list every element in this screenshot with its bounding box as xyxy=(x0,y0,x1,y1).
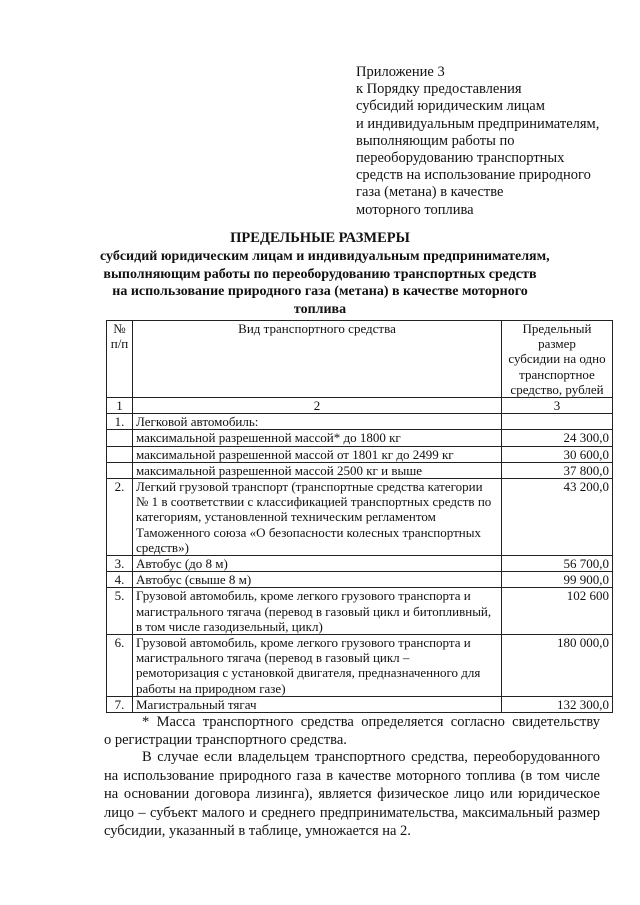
vehicle-type-line: Легковой автомобиль: xyxy=(136,414,259,430)
vehicle-type xyxy=(133,696,502,712)
subsidy-value: 132 300,0 xyxy=(502,696,613,712)
table-row xyxy=(107,479,613,556)
table-row xyxy=(107,572,613,588)
row-number: 4. xyxy=(107,572,133,588)
subsidy-value xyxy=(502,414,613,430)
table-row xyxy=(107,635,613,697)
vehicle-type xyxy=(133,572,502,588)
row-number: 5. xyxy=(107,588,133,635)
vehicle-type-line: в том числе газодизельный, цикл) xyxy=(136,618,323,634)
table-row xyxy=(107,462,613,478)
vehicle-type-line: Легкий грузовой транспорт (транспортные средства категории xyxy=(136,479,483,495)
row-number xyxy=(107,462,133,478)
row-number xyxy=(107,430,133,446)
row-number xyxy=(107,446,133,462)
subsidy-value: 99 900,0 xyxy=(502,572,613,588)
header-limit xyxy=(502,321,613,398)
vehicle-type-line: Таможенного союза «О безопасности колесных транспортных xyxy=(136,524,481,540)
vehicle-type-line: магистрального тягача (перевод в газовый цикл и битопливный, xyxy=(136,603,492,619)
header-limit-line: Предельный размер xyxy=(522,321,592,352)
header-num-line: п/п xyxy=(110,336,129,352)
appendix-line: Приложение 3 xyxy=(356,64,445,80)
header-type: Вид транспортного средства xyxy=(133,321,502,398)
header-limit-line: средство, рублей xyxy=(510,381,604,397)
vehicle-type-line: категориям, установленной техническим регламентом xyxy=(136,509,436,525)
appendix-line: переоборудованию транспортных xyxy=(356,150,565,167)
vehicle-type-line: максимальной разрешенной массой от 1801 кг до 2499 кг xyxy=(136,446,454,462)
vehicle-type-line: Автобус (до 8 м) xyxy=(136,556,228,572)
table-row xyxy=(107,588,613,635)
vehicle-type xyxy=(133,556,502,572)
vehicle-type xyxy=(133,430,502,446)
header-num-line: № xyxy=(113,321,126,336)
document-subtitle xyxy=(100,248,550,318)
subtitle-line: топлива xyxy=(293,301,347,317)
header-num xyxy=(107,321,133,398)
vehicle-type xyxy=(133,462,502,478)
appendix-block xyxy=(356,64,626,219)
row-number: 1. xyxy=(107,414,133,430)
footnote xyxy=(104,714,600,750)
subsidy-value: 30 600,0 xyxy=(502,446,613,462)
vehicle-type-line: средств») xyxy=(136,539,189,555)
vehicle-type xyxy=(133,479,502,556)
col-number: 3 xyxy=(502,398,613,414)
appendix-line: моторного топлива xyxy=(356,201,474,218)
paragraph-line: лицо – субъект малого и среднего предпринимательства, максимальный размер xyxy=(104,804,600,821)
column-number-row xyxy=(107,398,613,414)
subsidy-value: 43 200,0 xyxy=(502,479,613,556)
subsidy-value: 102 600 xyxy=(502,588,613,635)
row-number: 6. xyxy=(107,635,133,697)
vehicle-type xyxy=(133,635,502,697)
paragraph-line: на использование природного газа в качестве моторного топлива (в том числе xyxy=(104,767,600,784)
appendix-line: выполняющим работы по xyxy=(356,132,515,149)
vehicle-type-line: № 1 в соответствии с классификацией транспортных средств по xyxy=(136,494,492,510)
appendix-line: средств на использование природного xyxy=(356,167,591,184)
document-title: ПРЕДЕЛЬНЫЕ РАЗМЕРЫ xyxy=(230,230,410,246)
row-number: 3. xyxy=(107,556,133,572)
subsidy-table xyxy=(106,320,613,713)
vehicle-type-line: максимальной разрешенной массой* до 1800 кг xyxy=(136,430,401,446)
col-number: 2 xyxy=(133,398,502,414)
subsidy-value: 24 300,0 xyxy=(502,430,613,446)
table-header-row xyxy=(107,321,613,398)
appendix-line: газа (метана) в качестве xyxy=(356,184,504,201)
vehicle-type-line: работы на природном газе) xyxy=(136,680,286,696)
vehicle-type-line: Автобус (свыше 8 м) xyxy=(136,572,252,588)
col-number: 1 xyxy=(107,398,133,414)
table-row xyxy=(107,446,613,462)
footnote-line: * Масса транспортного средства определяется согласно свидетельству xyxy=(142,714,600,730)
vehicle-type-line: максимальной разрешенной массой 2500 кг и выше xyxy=(136,462,422,478)
subtitle-line: субсидий юридическим лицам и индивидуальным предпринимателям, xyxy=(100,249,550,264)
header-limit-line: транспортное xyxy=(519,366,595,382)
subtitle-line: на использование природного газа (метана) в качестве моторного xyxy=(112,284,528,299)
vehicle-type-line: Грузовой автомобиль, кроме легкого грузового транспорта и xyxy=(136,588,471,604)
row-number: 2. xyxy=(107,479,133,556)
table-row xyxy=(107,696,613,712)
subsidy-value: 56 700,0 xyxy=(502,556,613,572)
table-row xyxy=(107,414,613,430)
subsidy-value: 37 800,0 xyxy=(502,462,613,478)
subsidy-value: 180 000,0 xyxy=(502,635,613,697)
table-row xyxy=(107,556,613,572)
vehicle-type xyxy=(133,414,502,430)
appendix-line: субсидий юридическим лицам xyxy=(356,98,545,115)
subtitle-line: выполняющим работы по переоборудованию транспортных средств xyxy=(103,266,537,282)
paragraph xyxy=(104,748,600,841)
vehicle-type-line: ремоторизация с установкой двигателя, предназначенного для xyxy=(136,665,481,681)
paragraph-line: В случае если владельцем транспортного средства, переоборудованного xyxy=(142,749,600,765)
vehicle-type-line: магистрального тягача (перевод в газовый цикл – xyxy=(136,650,410,666)
table-row xyxy=(107,430,613,446)
paragraph-line: на основании договора лизинга), является физическое лицо или юридическое xyxy=(104,786,600,803)
vehicle-type-line: Магистральный тягач xyxy=(136,696,257,712)
vehicle-type xyxy=(133,446,502,462)
appendix-line: и индивидуальным предпринимателям, xyxy=(356,115,600,132)
footnote-line: о регистрации транспортного средства. xyxy=(104,731,347,748)
paragraph-line: субсидии, указанный в таблице, умножается на 2. xyxy=(104,823,411,840)
row-number: 7. xyxy=(107,696,133,712)
vehicle-type-line: Грузовой автомобиль, кроме легкого грузового транспорта и xyxy=(136,635,471,651)
vehicle-type xyxy=(133,588,502,635)
header-limit-line: субсидии на одно xyxy=(508,351,606,367)
appendix-line: к Порядку предоставления xyxy=(356,81,522,98)
